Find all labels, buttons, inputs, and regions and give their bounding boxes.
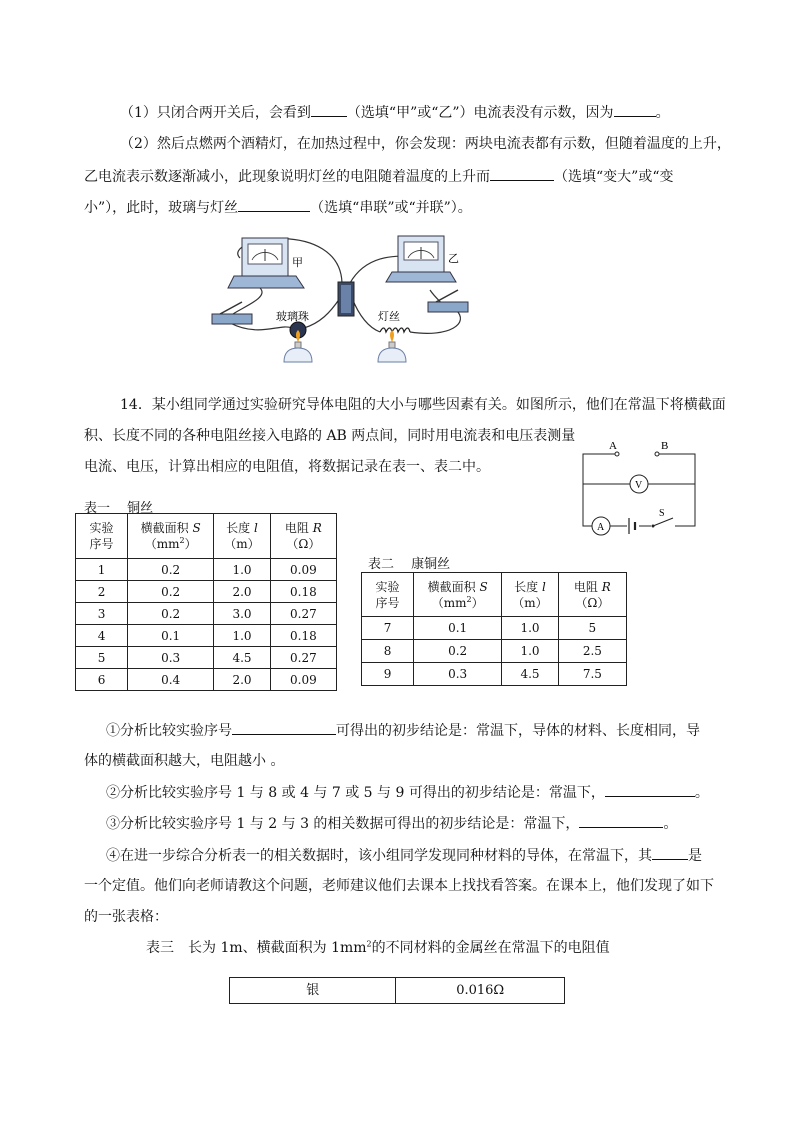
switch-right: [428, 290, 468, 312]
table1-header-area: 横截面积 S $(mm^2)$: [128, 514, 214, 559]
analysis-2: ②分析比较实验序号 1 与 8 或 4 与 7 或 5 与 9 可得出的初步结论是：常温下， 。: [106, 782, 709, 803]
table1-header-trial: 实验 序号: [76, 514, 128, 559]
terminal-A: A: [609, 440, 617, 452]
terminal-B: B: [661, 440, 669, 452]
table2-header-area: 横截面积 S $(mm^2)$: [414, 573, 502, 617]
table-row: 7 0.1 1.0 5: [362, 617, 627, 640]
switch-left: [212, 302, 252, 324]
answer-blank[interactable]: [614, 102, 656, 117]
answer-blank[interactable]: [232, 720, 336, 735]
table3-resistivity: [229, 977, 565, 1004]
q13-line-4: 小”），此时，玻璃与灯丝 （选填“串联”或“并联”）。: [84, 197, 472, 218]
table-row: 8 0.2 1.0 2.5: [362, 640, 627, 663]
answer-blank[interactable]: [605, 782, 695, 797]
table-row: [230, 978, 565, 1004]
alcohol-lamp-left: [284, 330, 312, 362]
answer-blank[interactable]: [238, 197, 310, 212]
table2-constantan: [361, 572, 627, 686]
alcohol-lamp-right: [378, 330, 406, 362]
experiment-figure: [200, 228, 500, 380]
table-row: 6 0.4 2.0 0.09: [76, 669, 337, 691]
analysis-4-end: 的一张表格：: [84, 909, 168, 925]
answer-blank[interactable]: [652, 845, 688, 860]
table1-header-length: 长度 l （m）: [214, 514, 271, 559]
analysis-3: ③分析比较实验序号 1 与 2 与 3 的相关数据可得出的初步结论是：常温下， 。: [106, 813, 677, 834]
table1-header-resistance: 电阻 R （Ω）: [270, 514, 336, 559]
table-row: 4 0.1 1.0 0.18: [76, 625, 337, 647]
ammeter-label: A: [597, 522, 605, 533]
circuit-diagram: [575, 436, 705, 536]
voltmeter-label: V: [635, 480, 643, 491]
q14-line-2: 积、长度不同的各种电阻丝接入电路的 AB 两点间，同时用电流表和电压表测量: [84, 428, 576, 444]
table-row: 3 0.2 3.0 0.27: [76, 603, 337, 625]
table-row: 9 0.3 4.5 7.5: [362, 663, 627, 686]
analysis-4-cont: 一个定值。他们向老师请教这个问题，老师建议他们去课本上找找看答案。在课本上，他们发现了如下: [84, 878, 714, 894]
battery: [338, 282, 354, 316]
filament-coil: [380, 328, 410, 332]
answer-blank[interactable]: [311, 102, 347, 117]
q14-line-1: 14．某小组同学通过实验研究导体电阻的大小与哪些因素有关。如图所示，他们在常温下将横截面: [120, 397, 726, 413]
table2-caption: 表二 康铜丝: [368, 557, 451, 572]
analysis-4: ④在进一步综合分析表一的相关数据时，该小组同学发现同种材料的导体，在常温下，其 是: [106, 845, 702, 866]
material-name: 银: [230, 978, 396, 1004]
answer-blank[interactable]: [490, 166, 554, 181]
q14-line-3: 电流、电压，计算出相应的电阻值，将数据记录在表一、表二中。: [84, 459, 490, 475]
q13-line-1: （1）只闭合两开关后，会看到 （选填“甲”或“乙”）电流表没有示数，因为 。: [120, 102, 670, 123]
q13-line-2: （2）然后点燃两个酒精灯，在加热过程中，你会发现：两块电流表都有示数，但随着温度的上升，: [120, 136, 731, 152]
label-yi: 乙: [448, 253, 459, 265]
table2-header-length: 长度 l （m）: [502, 573, 559, 617]
table2-header-trial: 实验 序号: [362, 573, 414, 617]
q13-line-3: 乙电流表示数逐渐减小，此现象说明灯丝的电阻随着温度的上升而 （选填“变大”或“变: [84, 166, 673, 187]
label-jia: 甲: [292, 257, 303, 269]
answer-blank[interactable]: [579, 813, 663, 828]
switch-label: S: [659, 508, 665, 519]
ammeter-yi: [386, 236, 456, 282]
table-row: 2 0.2 2.0 0.18: [76, 581, 337, 603]
analysis-1-cont: 体的横截面积越大，电阻越小 。: [84, 753, 285, 769]
table3-caption: 表三 长为 1m、横截面积为 $1mm^2$的不同材料的金属丝在常温下的电阻值: [146, 939, 610, 956]
label-glass-bead: 玻璃珠: [276, 311, 309, 323]
table-row: 5 0.3 4.5 0.27: [76, 647, 337, 669]
table1-caption: 表一 铜丝: [84, 501, 154, 516]
table-row: 1 0.2 1.0 0.09: [76, 559, 337, 581]
table2-header-resistance: 电阻 R （Ω）: [558, 573, 626, 617]
table1-copper: [75, 513, 337, 691]
label-filament: 灯丝: [378, 311, 400, 323]
analysis-1: ①分析比较实验序号 可得出的初步结论是：常温下，导体的材料、长度相同，导: [106, 720, 700, 741]
material-resistance: 0.016Ω: [396, 978, 565, 1004]
